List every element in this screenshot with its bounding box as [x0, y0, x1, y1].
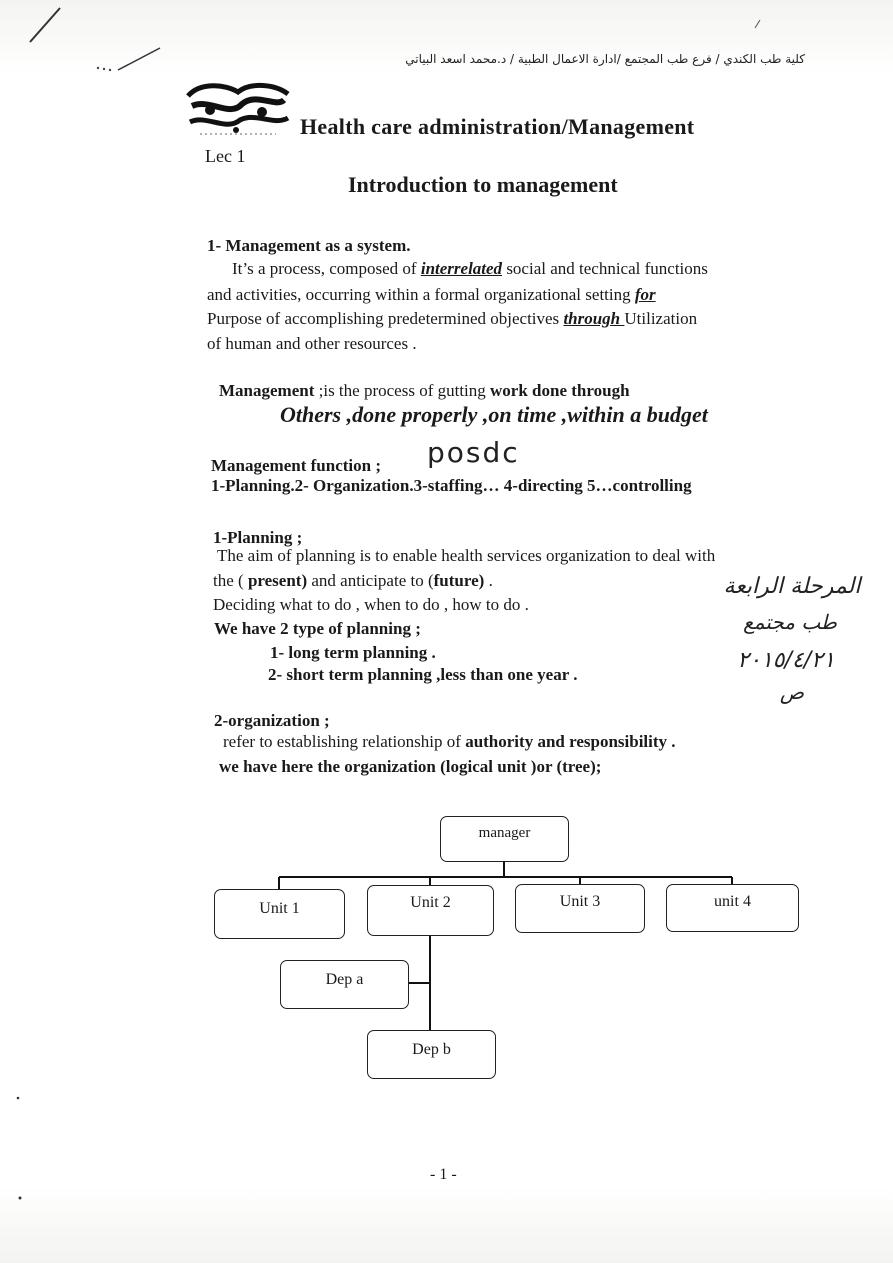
text-run-bold: authority and responsibility .	[465, 732, 676, 751]
planning-heading: 1-Planning ;	[213, 528, 303, 547]
functions-heading: Management function ;	[211, 456, 381, 475]
definition-line-2: Others ,done properly ,on time ,within a budget	[280, 402, 708, 427]
handwritten-posdc: posdc	[427, 436, 520, 469]
text-run: and anticipate to (	[307, 571, 434, 590]
text-run: Purpose of accomplishing predetermined objectives	[207, 309, 564, 328]
org-node-unit-3: Unit 3	[515, 884, 645, 933]
text-run-bold: through	[571, 381, 630, 400]
text-run: ;is the process of gutting	[314, 381, 491, 400]
document-title: Health care administration/Management	[300, 114, 695, 139]
org-node-unit-4: unit 4	[666, 884, 799, 932]
planning-types-heading: We have 2 type of planning ;	[214, 619, 421, 638]
handwritten-note-line-4: ص	[779, 680, 805, 704]
text-run: and activities, occurring within a formal organizational setting	[207, 285, 635, 304]
text-run: Utilization	[624, 309, 698, 328]
text-run: refer to establishing relationship of	[223, 732, 466, 751]
org-node-dep-b: Dep b	[367, 1030, 496, 1079]
text-run: .	[484, 571, 493, 590]
header-arabic-line: كلية طب الكندي / فرع طب المجتمع /ادارة الاعمال الطبية / د.محمد اسعد البياتي	[405, 52, 805, 66]
page-number: - 1 -	[430, 1166, 457, 1183]
planning-line-1: The aim of planning is to enable health services organization to deal with	[217, 546, 716, 565]
system-line-4: of human and other resources .	[207, 334, 417, 353]
emphasis-interrelated: interrelated	[420, 259, 503, 278]
functions-list: 1-Planning.2- Organization.3-staffing… 4-directing 5…controlling	[211, 476, 692, 495]
planning-type-2: 2- short term planning ,less than one year .	[268, 665, 578, 684]
org-node-unit-1: Unit 1	[214, 889, 345, 939]
document-subtitle: Introduction to management	[348, 172, 618, 197]
handwritten-note-line-1: المرحلة الرابعة	[723, 574, 861, 599]
text-run-bold: future)	[433, 571, 485, 590]
planning-type-1: 1- long term planning .	[270, 643, 436, 662]
organization-line-2: we have here the organization (logical unit )or (tree);	[219, 757, 602, 776]
text-run: social and technical functions	[502, 259, 708, 278]
text-run: the (	[213, 571, 248, 590]
lecture-label: Lec 1	[205, 146, 246, 166]
handwritten-note-date: ٢٠١٥/٤/٢١	[737, 648, 835, 673]
emphasis-for: for	[634, 285, 656, 304]
org-node-unit-2: Unit 2	[367, 885, 494, 936]
section-heading-system: 1- Management as a system.	[207, 236, 411, 255]
text-run-bold: present)	[247, 571, 308, 590]
organization-heading: 2-organization ;	[214, 711, 330, 730]
org-node-manager: manager	[440, 816, 569, 862]
handwritten-note-line-2: طب مجتمع	[743, 610, 837, 634]
text-run-bold: work done	[490, 381, 568, 400]
emphasis-through: through	[563, 309, 625, 328]
planning-line-3: Deciding what to do , when to do , how to do .	[213, 595, 529, 614]
org-node-dep-a: Dep a	[280, 960, 409, 1009]
text-run: It’s a process, composed of	[232, 259, 421, 278]
definition-term: Management	[219, 381, 315, 400]
